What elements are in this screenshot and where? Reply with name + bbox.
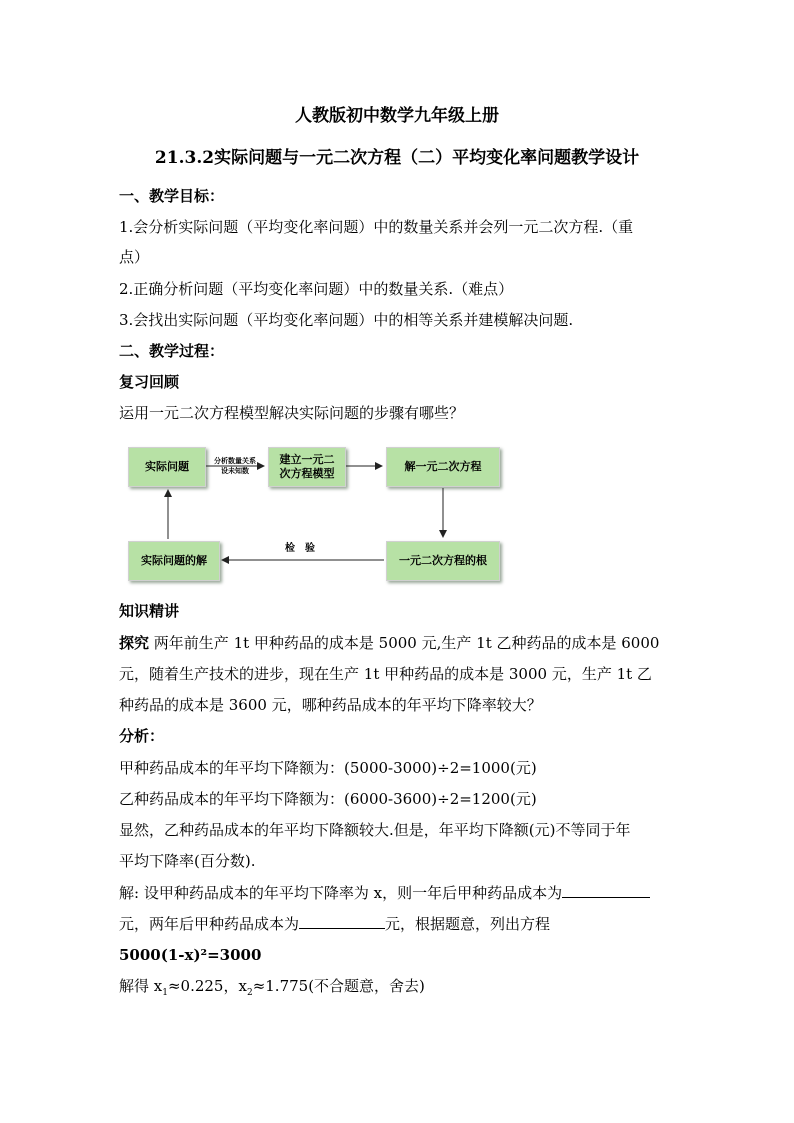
solution-line-1 bbox=[119, 883, 650, 903]
objective-1-line-2: 点） bbox=[119, 248, 150, 266]
explore-line-1 bbox=[119, 633, 659, 653]
objective-1-line-1: 1.会分析实际问题（平均变化率问题）中的数量关系并会列一元二次方程.（重 bbox=[119, 218, 634, 236]
flow-box-build-model-line-1: 建立一元二 bbox=[279, 453, 335, 466]
explore-label: 探究 bbox=[119, 634, 150, 652]
flow-label-check: 检 验 bbox=[285, 543, 315, 554]
x2-subscript: 2 bbox=[246, 988, 253, 998]
result-line bbox=[119, 976, 425, 1003]
document-subtitle: 21.3.2实际问题与一元二次方程（二）平均变化率问题教学设计 bbox=[154, 148, 640, 168]
flow-box-solve-equation: 解一元二次方程 bbox=[386, 447, 500, 487]
solution-label: 解 bbox=[119, 884, 135, 902]
objectives-heading: 一、教学目标： bbox=[119, 187, 225, 205]
result-x1: ≈0.225，x bbox=[167, 977, 247, 995]
equation: 5000(1-x)²=3000 bbox=[119, 946, 262, 964]
analysis-heading: 分析： bbox=[119, 727, 165, 745]
solution-text-2b: 元，根据题意，列出方程 bbox=[385, 915, 551, 933]
explore-text-1: 两年前生产 1t 甲种药品的成本是 5000 元,生产 1t 乙种药品的成本是 6000 bbox=[153, 634, 660, 652]
objective-2: 2.正确分析问题（平均变化率问题）中的数量关系.（难点） bbox=[119, 280, 514, 298]
flow-label-analyze bbox=[203, 456, 267, 476]
answer-blank-2[interactable] bbox=[299, 914, 385, 929]
flow-box-build-model-line-2: 次方程模型 bbox=[279, 467, 335, 480]
flow-box-equation-roots: 一元二次方程的根 bbox=[386, 541, 500, 581]
result-x2: ≈1.775(不合题意，舍去) bbox=[252, 977, 425, 995]
objective-3: 3.会找出实际问题（平均变化率问题）中的相等关系并建模解决问题. bbox=[119, 311, 574, 329]
x1-subscript: 1 bbox=[162, 988, 168, 998]
solution-text-1: : 设甲种药品成本的年平均下降率为 x，则一年后甲种药品成本为 bbox=[134, 884, 563, 902]
flow-box-real-problem: 实际问题 bbox=[128, 447, 206, 487]
flow-box-build-model bbox=[268, 447, 346, 487]
review-heading: 复习回顾 bbox=[119, 373, 180, 391]
review-question: 运用一元二次方程模型解决实际问题的步骤有哪些？ bbox=[119, 404, 465, 422]
analysis-line-3: 显然，乙种药品成本的年平均下降额较大.但是，年平均下降额(元)不等同于年 bbox=[119, 821, 631, 839]
flow-label-analyze-line-2: 设未知数 bbox=[221, 467, 249, 475]
flow-label-analyze-line-1: 分析数量关系 bbox=[214, 457, 256, 465]
solution-text-2a: 元，两年后甲种药品成本为 bbox=[119, 915, 300, 933]
flow-box-real-solution: 实际问题的解 bbox=[128, 541, 220, 581]
document-title: 人教版初中数学九年级上册 bbox=[295, 106, 499, 126]
knowledge-heading: 知识精讲 bbox=[119, 602, 180, 620]
solution-line-2 bbox=[119, 914, 550, 934]
analysis-line-1: 甲种药品成本的年平均下降额为：(5000-3000)÷2=1000(元) bbox=[119, 759, 537, 777]
analysis-line-2: 乙种药品成本的年平均下降额为：(6000-3600)÷2=1200(元) bbox=[119, 790, 537, 808]
explore-line-3: 种药品的成本是 3600 元，哪种药品成本的年平均下降率较大？ bbox=[119, 696, 542, 714]
result-prefix: 解得 x bbox=[119, 977, 163, 995]
process-heading: 二、教学过程： bbox=[119, 342, 225, 360]
explore-line-2: 元，随着生产技术的进步，现在生产 1t 甲种药品的成本是 3000 元，生产 1t 乙 bbox=[119, 665, 652, 683]
analysis-line-4: 平均下降率(百分数). bbox=[119, 852, 256, 870]
answer-blank-1[interactable] bbox=[562, 883, 650, 898]
